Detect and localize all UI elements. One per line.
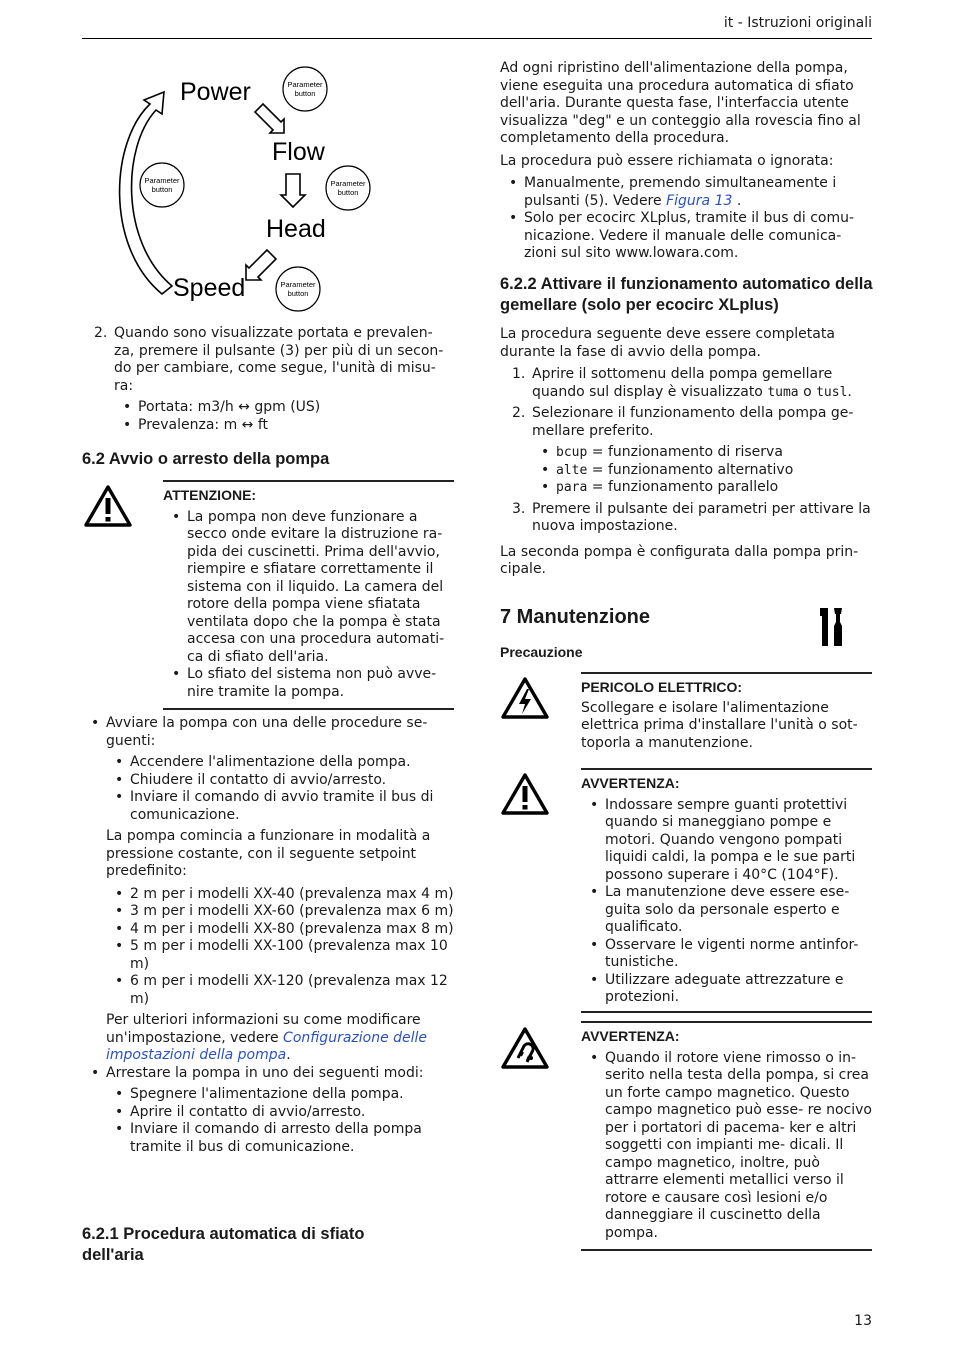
label-speed: Speed bbox=[173, 274, 246, 302]
parameter-button-2 bbox=[140, 163, 184, 207]
right-column-top bbox=[500, 60, 872, 263]
units-list bbox=[114, 399, 454, 434]
start-intro: Avviare la pompa con una delle procedure se- guenti: bbox=[106, 715, 428, 749]
deaeration-paragraph: Ad ogni ripristino dell'alimentazione della pompa, viene eseguita una procedura automatica di sfiato dell'aria. Durante questa fase, l'interfaccia utente visualizza "deg" e un conteggio alla rovescia fino al completamento della procedura. bbox=[500, 60, 861, 146]
stop-list bbox=[106, 1086, 454, 1156]
svg-text:Parameter: Parameter bbox=[280, 280, 316, 289]
electrical-danger-box bbox=[581, 672, 872, 770]
list-item: • 6 m per i modelli XX-120 (prevalenza max 12 m) bbox=[106, 973, 454, 1008]
list-item: • Quando il rotore viene rimosso o in- serito nella testa della pompa, si crea un forte campo magnetico. Questo campo magnetico può esse- re nocivo per i portatori di pacema- ker e altri soggetti con impianti me- dicali. Il campo magnetico, inoltre, può attrarre elementi metallici verso il rotore e causare così lesioni e/o danneggiare il cuscinetto della pompa. bbox=[581, 1050, 872, 1243]
section-heading-7: 7 Manutenzione bbox=[500, 606, 651, 628]
section-heading-6-2: 6.2 Avvio o arresto della pompa bbox=[82, 450, 330, 468]
twin-pump-section: La procedura seguente deve essere completata durante la fase di avvio della pompa. 1. Aprire il sottomenu della pompa gemellare quando sul display è visualizzato tuma o tusl. 2. Selezionare il funzionamento della pompa ge- mellare preferito. • bcup = funzionamento di riserva • alte = funzionamento alternativo • para = funzionamento parallelo 3. Premere il pulsante dei parametri per attivare la nuova impostazione. La seconda pompa è configurata dalla pompa prin- cipale. bbox=[500, 326, 872, 584]
list-item: • La pompa non deve funzionare a secco onde evitare la distruzione ra- pida dei cuscinetti. Prima dell'avvio, riempire e sfiatare correttamente il sistema con il liquido. La camera del rotore della pompa viene sfiatata ventilata dopo che la pompa è stata accesa con una procedura automati- ca di sfiato dell'aria. bbox=[163, 509, 454, 667]
svg-text:button: button bbox=[151, 185, 173, 194]
magnetic-field-warning-icon bbox=[500, 1026, 550, 1070]
svg-text:Parameter: Parameter bbox=[287, 80, 323, 89]
start-stop-section bbox=[82, 715, 454, 1156]
parameter-cycle-figure bbox=[100, 62, 366, 322]
list-item: • 2 m per i modelli XX-40 (prevalenza max 4 m) bbox=[106, 886, 454, 904]
list-item: • 5 m per i modelli XX-100 (prevalenza max 10 m) bbox=[106, 938, 454, 973]
list-item: • Chiudere il contatto di avvio/arresto. bbox=[106, 772, 454, 790]
second-pump-text: La seconda pompa è configurata dalla pompa prin- cipale. bbox=[500, 543, 859, 577]
list-item: • Inviare il comando di avvio tramite il bus di comunicazione. bbox=[106, 789, 454, 824]
list-item: • Utilizzare adeguate attrezzature e protezioni. bbox=[581, 972, 872, 1007]
more-info: Per ulteriori informazioni su come modificare un'impostazione, vedere Configurazione delle impostazioni della pompa. bbox=[106, 1012, 428, 1063]
start-list bbox=[106, 754, 454, 824]
precaution-label: Precauzione bbox=[500, 644, 583, 660]
electrical-title: PERICOLO ELETTRICO: bbox=[581, 679, 742, 695]
header-text: it - Istruzioni originali bbox=[723, 15, 872, 31]
list-item: • 4 m per i modelli XX-80 (prevalenza max 8 m) bbox=[106, 921, 454, 939]
arrow-flow-head bbox=[281, 174, 305, 207]
list-item: • bcup = funzionamento di riserva bbox=[532, 444, 872, 462]
warning-triangle-icon bbox=[83, 484, 133, 528]
warning-1-title: AVVERTENZA: bbox=[581, 775, 680, 791]
list-item: • alte = funzionamento alternativo bbox=[532, 462, 872, 480]
list-item: • Osservare le vigenti norme antinfor- tunistiche. bbox=[581, 937, 872, 972]
list-item: • Prevalenza: m ↔ ft bbox=[114, 417, 454, 435]
arrow-head-speed bbox=[246, 250, 276, 280]
warning-1-list bbox=[581, 797, 872, 1007]
warning-triangle-icon bbox=[500, 772, 550, 816]
parameter-button-4 bbox=[276, 267, 320, 311]
modes-list bbox=[532, 444, 872, 497]
config-link[interactable]: Configurazione delle impostazioni della pompa bbox=[106, 1029, 428, 1063]
list-item: • Inviare il comando di arresto della pompa tramite il bus di comunicazione. bbox=[106, 1121, 454, 1156]
list-item: • Indossare sempre guanti protettivi quando si maneggiano pompe e motori. Quando vengono pompati liquidi caldi, la pompa e le sue parti possono superare i 40°C (104°F). bbox=[581, 797, 872, 885]
parameter-button-1 bbox=[283, 67, 327, 111]
figure-13-link[interactable]: Figura 13 bbox=[666, 192, 733, 209]
step-2-text: Quando sono visualizzate portata e prevalen- za, premere il pulsante (3) per più di un secon- do per cambiare, come segue, l'unità di misu- ra: bbox=[114, 325, 444, 394]
list-item: • Lo sfiato del sistema non può avve- nire tramite la pompa. bbox=[163, 666, 454, 701]
list-item: • Aprire il contatto di avvio/arresto. bbox=[106, 1104, 454, 1122]
svg-text:Parameter: Parameter bbox=[144, 176, 180, 185]
svg-text:button: button bbox=[337, 188, 359, 197]
list-item: • Accendere l'alimentazione della pompa. bbox=[106, 754, 454, 772]
section-heading-6-2-1: 6.2.1 Procedura automatica di sfiato dell'aria bbox=[82, 1225, 365, 1264]
header-rule bbox=[82, 38, 872, 39]
label-flow: Flow bbox=[272, 138, 325, 166]
electrical-text: Scollegare e isolare l'alimentazione elettrica prima d'installare l'unità o sot- toporla a manutenzione. bbox=[581, 699, 858, 751]
warning-box-2 bbox=[581, 1021, 872, 1251]
procedure-paragraph: La procedura può essere richiamata o ignorata: bbox=[500, 152, 834, 169]
list-item: • 3 m per i modelli XX-60 (prevalenza max 6 m) bbox=[106, 903, 454, 921]
label-head: Head bbox=[266, 215, 326, 243]
tools-icon bbox=[818, 606, 848, 648]
attention-list bbox=[163, 509, 454, 702]
list-item: • Spegnere l'alimentazione della pompa. bbox=[106, 1086, 454, 1104]
procedure-list: • Manualmente, premendo simultaneamente i pulsanti (5). Vedere Figura 13 . • Solo per ecocirc XLplus, tramite il bus di comu- nicazione. Vedere il manuale delle comunica- zioni sul sito www.lowara.com. bbox=[500, 175, 872, 263]
list-item: • para = funzionamento parallelo bbox=[532, 479, 872, 497]
svg-text:button: button bbox=[294, 89, 316, 98]
list-item: • Portata: m3/h ↔ gpm (US) bbox=[114, 399, 454, 417]
parameter-button-3 bbox=[326, 166, 370, 210]
twin-intro: La procedura seguente deve essere completata durante la fase di avvio della pompa. bbox=[500, 326, 835, 360]
arrow-power-flow bbox=[255, 104, 284, 133]
attention-title: ATTENZIONE: bbox=[163, 487, 257, 503]
page-number: 13 bbox=[854, 1313, 872, 1329]
attention-box bbox=[163, 480, 454, 710]
stop-intro: Arrestare la pompa in uno dei seguenti modi: bbox=[106, 1064, 424, 1081]
label-power: Power bbox=[180, 78, 251, 106]
electrical-hazard-icon bbox=[500, 676, 550, 720]
warning-box-1 bbox=[581, 768, 872, 1013]
left-column: 2. Quando sono visualizzate portata e prevalen- za, premere il pulsante (3) per più di un secon- do per cambiare, come segue, l'unità di misu- ra: • Portata: m3/h ↔ gpm (US) • Prevalenza: m ↔ ft bbox=[82, 325, 454, 434]
list-item: • Solo per ecocirc XLplus, tramite il bus di comu- nicazione. Vedere il manuale delle comunica- zioni sul sito www.lowara.com. bbox=[500, 210, 872, 263]
setpoint-text: La pompa comincia a funzionare in modalità a pressione costante, con il seguente setpoint predefinito: bbox=[106, 828, 431, 879]
warning-2-list bbox=[581, 1050, 872, 1243]
svg-text:button: button bbox=[287, 289, 309, 298]
section-heading-6-2-2: 6.2.2 Attivare il funzionamento automatico della gemellare (solo per ecocirc XLplus) bbox=[500, 275, 873, 314]
warning-2-title: AVVERTENZA: bbox=[581, 1028, 680, 1044]
list-item: • La manutenzione deve essere ese- guita solo da personale esperto e qualificato. bbox=[581, 884, 872, 937]
svg-text:Parameter: Parameter bbox=[330, 179, 366, 188]
setpoint-list bbox=[106, 886, 454, 1009]
